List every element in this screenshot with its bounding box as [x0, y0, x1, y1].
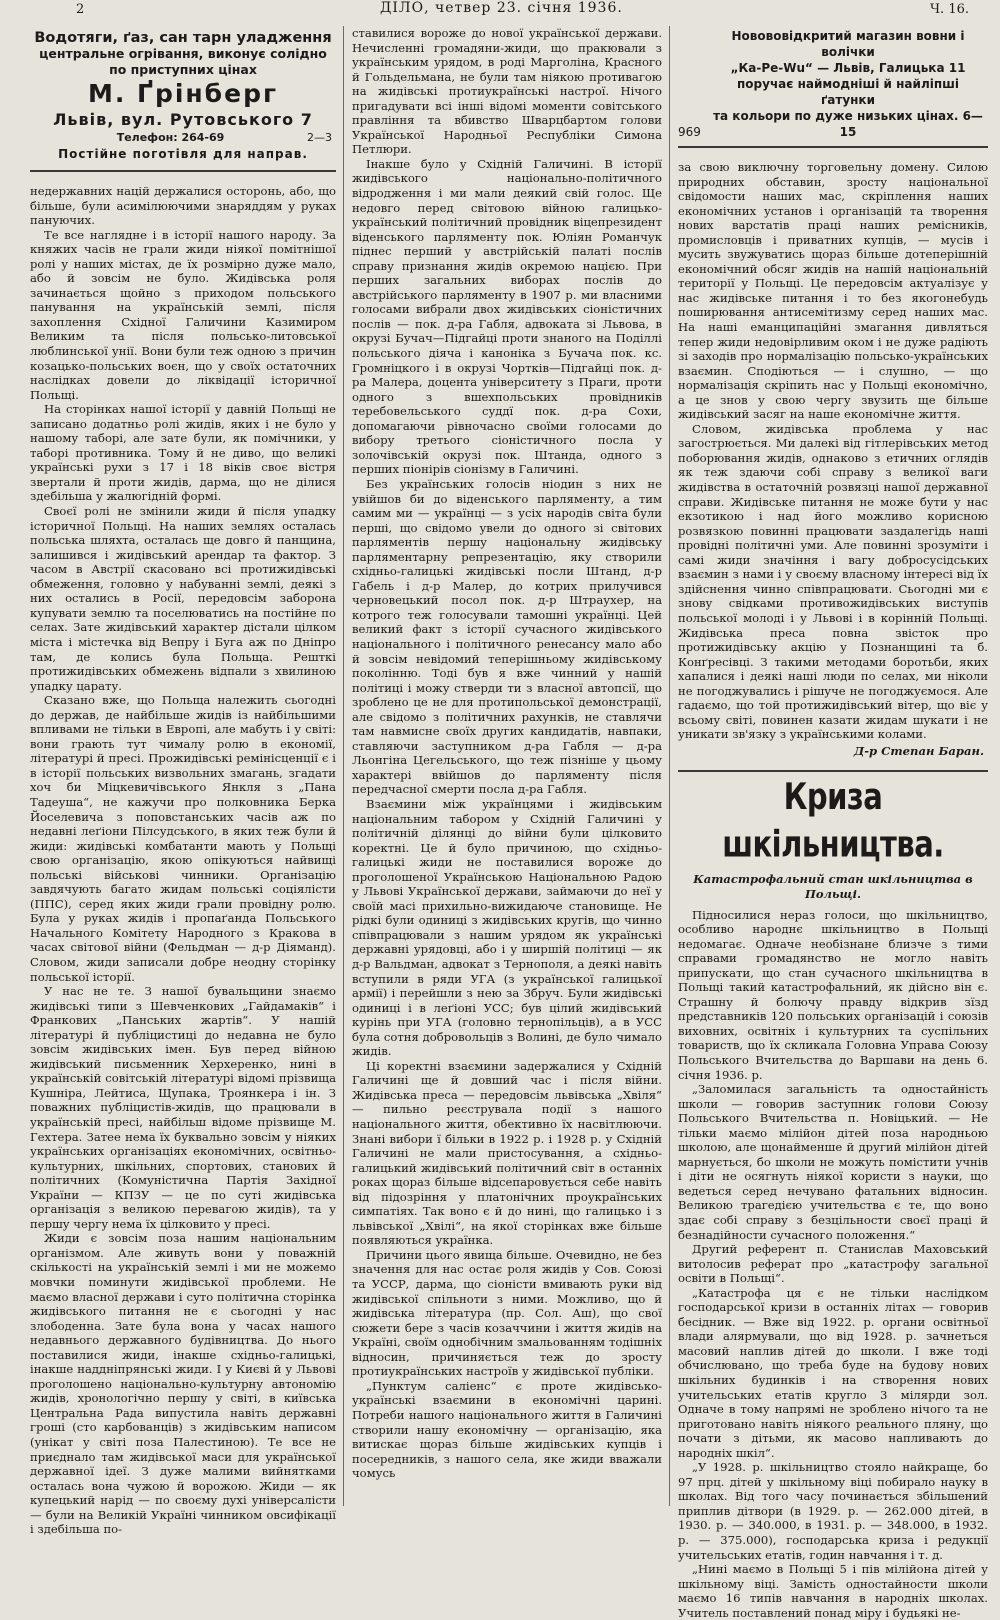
article-paragraph: ставилися вороже до нової української держави. Нечисленні громадяни-жиди, що пракювали з українським урядом, в роді Марголіна, Красного й Гольдельмана, не були там ніякою противагою на жидівські протиукраїнські настрої. Нічого пригадувати всі інші відомі моменти совітського правління та вбивство Шварцбартом голови Української Народньої Республіки Симона Петлюри.	[352, 26, 662, 157]
page-header	[0, 0, 1000, 22]
article-paragraph: за свою виключну торговельну домену. Силою природних обставин, зросту національної свідомости наших мас, скріплення наших економічних установ і організацій та творення нових варстатів праці наших ремісників, промисловців і приватних купців, — мусів і мусить звужуватись щораз більше дотеперішній економічний обсяг жидів на нашій національній території у Польщі. Це передовсім актуалізує у нас жидівське питання і то без якогонебудь поширювання антисемітизму серед наших мас. На наші еманципаційні змагання дивляться тепер жиди недовірливим оком і не дуже радіють зі заходів про нормалізацію польсько-українських взаємин. Сподіються — і слушно, — що нормалізація скріпить нас у Польщі економічно, а це знов у свою чергу звузить ще більше жидівський засяг на наше економічне життя.	[678, 160, 988, 422]
advertisement-grinberg	[30, 26, 336, 172]
page-number: 2	[76, 2, 85, 17]
article-paragraph: недержавних націй держалися осторонь, або, що більше, були асимілюючими знаряддям у руках пануючих.	[30, 184, 336, 228]
article-paragraph: Словом, жидівська проблема у нас загострюється. Ми далекі від гітлерівських метод поборювання жидів, однаково з етичних оглядів як теж здаючи собі справу з великої ваги жидівства в остаточній розвязці нашої державної справи. Жидівське питання не може бути у нас екзотикою і над його можливо корисною розвязкою повинні працювати заздалегідь наші провідні політичні уми. Але повинні зрозуміти і самі жиди значіння і вагу добросусідських взаємин з нами і у своєму власному інтересі від їх здійснення чинно співпрацювати. Сьогодні ми є знову свідками противожидівських виступів польської молоді і у Львові і в корінній Польщі. Жидівська преса повна звісток про протижидівську акцію у Познанщині та б. Конґресівці. З такими методами боротьби, яких хапалися і деякі наші люди по селах, ми ніколи не погоджувались і рішуче не погоджуємося. Але гадаємо, що той протижидівський вітер, що віє у всьому світі, повинен казати жидам шукати і не уникати зв'язку з українськими колами.	[678, 421, 988, 742]
issue-number: Ч. 16.	[930, 2, 969, 17]
article-paragraph: „Нині маємо в Польщі 5 і пів мілійона дітей у шкільному віці. Замість одностайности школи маємо 16 типів навчання в народніх школах. Учитель поставлений понад міру і будьякі не-	[678, 1562, 988, 1620]
article-paragraph: Причини цього явища більше. Очевидно, не без значення для нас остає роля жидів у Сов. Союзі та УССР, дарма, що сіоністи вмивають руки від жидівської спільноти з ними. Можливо, що й жидівська література (пр. Сол. Аш), що свої сюжети бере з часів козаччини і життя жидів на Україні, своїм однобічним змальованням тодішніх відносин, причиняється теж до зросту протиукраїнських настроїв у жидівської публіки.	[352, 1247, 662, 1379]
ad-note: Постійне поготівля для направ.	[58, 147, 308, 161]
ad-line: центральне огрівання, виконує солідно	[39, 46, 327, 61]
article-paragraph: Те все наглядне і в історії нашого народу. За княжих часів не грали жиди ніякої помітнішої ролі у наших містах, де їх розмірно дуже мало, або й зовсім не було. Жидівська роля зачинається щойно з приходом польського панування на українській землі, після захоплення Східної Галичини Казимиром Великим та після польсько-литовської люблинської унії. Вони були теж одною з причин козацько-польських воєн, що у своїх остаточних наслідках довели до ліквідації історичної Польщі.	[30, 227, 336, 402]
column-2	[352, 26, 662, 1508]
article-paragraph: Інакше було у Східній Галичині. В історії жидівського національно-політичного відродження і ми мали деякий свій голос. Ще недовго перед світовою війною галицько-український політичний провідник віцепрезидент віденського парляменту пок. Юліян Романчук піднес перший у австрійській палаті послів справу признання жидів окремою нацією. При перших загальних виборах послів до австрійського парляменту в 1907 р. ми власними голосами вибрали двох жидівських сіоністичних послів — пок. д-ра Габля, адвоката зі Львова, в окрузі Бучач—Підгайці проти знаного на Поділлі польського діяча і каноніка з Бучача пок. кс. Громніцкого і в окрузі Чортків—Підгайці пок. д-ра Малера, доцента університету з Праги, проти одного з вшехпольських провідників теребовельського суддї пок. д-ра Сохи, допомагаючи рівночасно своїми голосами до вибору третього сіоністичного посла у золочівській окрузі пок. Штанда, одного з перших піонірів сіонізму в Галичині.	[352, 156, 662, 477]
article-paragraph: „Заломилася загальність та одностайність школи — говорив заступник голови Союзу Польського Вчительства п. Новіцький. — Не тільки маємо мілійон дітей поза народньою школою, але щонайменше й другий мілійон дітей марнується, бо школи не можуть помістити учнів і діти не осягнуть ніякої користи з науки, що ведеться серед нечувано фатальних відносин. Великою трагедією учительства є те, що воно здає собі справу з безцільности своєї праці й безнадійности сучасного положення.“	[678, 1082, 988, 1242]
article-paragraph: У нас не те. З нашої бувальщини знаємо жидівські типи з Шевченкових „Гайдамаків“ і Франкових „Панських жартів“. У нашій літературі й публіцистиці до недавна не було зовсім жидівських імен. Був перед війною жидівський письменник Херхеренко, нині в українській совітській літературі відомі прізвища Кушніра, Лейтиса, Щупака, Троянкера і ін. З поважних публіцистів-жидів, що працювали в українській пресі, найбільш відоме прізвище М. Гехтера. Затее нема їх буквально зовсім у ніяких українських організаціях економічних, освітньо-культурних, шкільних, спортових, станових й політичних (Комуністична Партія Західної України — КПЗУ — це по суті жидівська організація з великою перевагою жидів), та у першу чергу нема їх цілковито у пресі.	[30, 984, 336, 1231]
column-rule	[669, 26, 670, 1506]
column-1	[30, 26, 336, 1537]
column-3	[678, 26, 988, 1620]
article-paragraph: Жиди є зовсім поза нашим національним організмом. Але живуть вони у поважній скількості на українській землі і ми не можемо мовчки поминути жидівської проблеми. Не маємо власної держави і суто політична сторінка жидівського питання не є сьогодні у нас злободенна. Зате була вона у часах нашого недавнього державного будівництва. До нього поставилися жиди, інакше східньо-галицькі, інакше наддніпрянські жиди. І у Києві й у Львові проголошено національно-культурну автономію жидів, хронологічно першу у світі, в київська Центральна Рада випустила навіть державні гроші (сто карбованців) з жидівським написом (унікат у світі поза Палестиною). Те все не приєднало там жидівської маси для української державної ідеї. З дуже малими вийнятками осталась вона чужою й ворожою. Жиди — як купецький нарід — по своєму духі універсалісти — були на Великій Україні чинником овсифікації і здебільша по-	[30, 1231, 336, 1537]
article-paragraph: „Пунктум саліенс“ є проте жидівсько-українські взаємини в економічні царині. Потреби нашого національного життя в Галичині створили нашу економічну — організацію, яка витискає щораз більше жидівських купців і посередників, з нашого села, яке жиди вважали чомусь	[352, 1378, 662, 1481]
ad-address: Львів, вул. Рутовського 7	[53, 110, 313, 129]
ad-company-name: М. Ґрінберг	[87, 79, 279, 108]
article-subheadline: Катастрофальний стан шкільництва в Польщі.	[693, 872, 973, 901]
article-paragraph: Сказано вже, що Польща належить сьогодні до держав, де найбільше жидів із найбільшими впливами не тільки в Европі, але мабуть і у світі: вони грають тут чималу ролю в економії, літературі й пресі. Прожидівські ремінісценції є і в історії польських визвольних змагань, згадати хоч би Міцкевичівського Янкля з „Пана Тадеуша“, не кажучи про полковника Берка Йоселевича з поповстанських часів аж по недавні леґіони Пілсудського, в яких теж були й жиди: жидівські комбатанти мають у Польщі свою організацію, якою опікуються найвищі польські військові чинники. Організацію завдячують багато жидам польські соціялісти (ППС), серед яких жиди грали провідну ролю. Була у руках жидів і пропаґанда Польського Начального Комітету Народного з Кракова в часах світової війни (Фельдман — д-р Діяманд). Словом, жиди записали добре неодну сторінку польської історії.	[30, 693, 336, 984]
article-paragraph: Без українських голосів ніодин з них не увійшов би до віденського парляменту, а тим самим ми — українці — з усіх народів світа були перші, що свідомо увели до одного зі світових парляментів першу національну жидівську парляментарну репрезентацію, яку створили східньо-галицькі жидівські посли Штанд, д-р Габель і д-р Малер, до котрих прилучився черновецький посол пок. д-р Штраухер, на котрого теж голосували тамошні українці. Цей великий факт з історії сучасного жидівського національного і політичного ренесансу мало або й зовсім невідомий теперішньому жидівському поколінню. Тоді був я вже чинний у нашій політиці і можу стверди ти з власної автопсії, що зроблено це не для протипольської демонстрації, але свідомо з політичних рахунків, не ставлячи там навмисне своїх других кандидатів, навпаки, ставляючи заступником д-ра Габля — д-ра Льонгіна Цегельського, що теж пізніше у цьому характері ввійшов до парляменту після передчасної смерти посла д-ра Габля.	[352, 476, 662, 797]
newspaper-title: ДІЛО, четвер 23. січня 1936.	[380, 0, 623, 16]
article-paragraph: Взаємини між українцями і жидівським національним табором у Східній Галичині у політичній ділянці до війни були цілковито коректні. Це й було причиною, що східньо-галицькі жиди не поставилися вороже до проголошеної Українською Національною Радою у Львові Української держави, займаючи до неї у своїй масі прихильно-вижидаюче становище. Не рідкі були одиниці з жидівських кругів, що чинно співпрацювали з нашим урядом як українські державні урядовці, або і у ширшій політиці — як д-р Вальдман, адвокат з Тернополя, а деякі навіть вступили в ряди УГА (з української галицької армії) і перейшли з нею за Збруч. Були жидівські одиниці і в леґіоні УСС; був цілий жидівський курінь при УГА (головно тернопільців), а в УСС була сотня добровольців з Волині, де було чимало жидів.	[352, 796, 662, 1059]
article-paragraph: Ці коректні взаємини задержалися у Східній Галичині ще й довший час і після війни. Жидівська преса — передовсім львівська „Хвіля“ — пильно реєструвала події з нашого національного життя, обективно їх насвітлюючи. Знані вибори ї більки в 1922 р. і 1928 р. у Східній Галичині не мали пристосування, а східньо-галицький жидівський політичний світ в останніх роках щораз більше відсепаровується себе навіть від підозріння у платонічних проукраїнських симпатіях. Так воно є й до нині, що галицько і з львівської „Хвілі“, на якої сторінках вже більше появляються українка.	[352, 1058, 662, 1248]
article-paragraph: Підносилися нераз голоси, що шкільництво, особливо народнє шкільництво в Польщі недомагає. Одначе необізнане близче з тими справами громадянство не могло навіть припускати, що стан сучасного шкільництва в Польщі такий катастрофальний, як дійсно він є. Страшну й болючу правду відкрив зїзд представників 120 польських організацій і союзів виховних, освітніх і культурних та суспільних товариств, що їх скликала Головна Управа Союзу Польського Вчительства до Варшави на день 6. січня 1936. р.	[678, 907, 988, 1082]
article-paragraph: На сторінках нашої історії у давній Польщі не записано додатньо ролі жидів, яких і не було у нашому таборі, але зате були, як помічники, у таборі противника. Тому й не диво, що великі українські рухи з 17 і 18 віків своє вістря звертали й проти жидів, дарма, що не ділися здебільша у жалюгідній формі.	[30, 402, 336, 504]
ad-code: 2—3	[307, 131, 332, 144]
ad-phone: Телефон: 264-69	[116, 131, 225, 144]
ad-line: по приступних цінах	[109, 62, 257, 77]
ad-line: та кольори по дуже низьких цінах. 6—15	[713, 109, 983, 139]
ad-line: поручає наймодніші й найліпші ґатунки	[737, 77, 959, 107]
advertisement-karewu	[678, 26, 988, 148]
article-paragraph: „Катастрофа ця є не тільки наслідком господарської кризи в останніх літах — говорив бесідник. — Вже від 1922. р. органи освітньої влади алярмували, що від 1928. р. зачнеться масовий наплив дітей до школи. І вже тоді обчислювано, що треба буде на будову нових шкільних будинків і на створення нових учительських етатів круглo 3 мілярди зол. Одначе в тому напрямі не зроблено нічого та не приготовано навіть ніякого реального пляну, що почати з дітьми, як масово напливають до народніх шкіл“.	[678, 1285, 988, 1460]
ad-line: Водотяги, ґаз, сан тарн уладження	[34, 30, 332, 46]
article-paragraph: Своєї ролі не змінили жиди й після упадку історичної Польщі. На наших землях осталась польська шляхта, осталась ще довго й панщина, залишився і жидівський арендар та фактор. З часом в Австрії скасовано всі протижидівські обмеження, головно у набуванні землі, деякі з них остались в Росії, передовсім заборона купувати землю та поселюватись на постійне по селах. Зате жидівський характер дістали цілком міста і містечка від Вепру і Буга аж по Дніпро там, де колись була Польща. Решткі протижидівських обмежень відпали з хвилиною упадку царату.	[30, 504, 336, 693]
ad-line: Новововідкритий магазин вовни і волічки	[731, 29, 965, 59]
ad-line: „Ка-Ре-Wu“ — Львів, Галицька 11	[730, 61, 966, 75]
article-headline: Криза шкільництва.	[722, 775, 944, 866]
ad-number: 969	[678, 125, 701, 139]
article-paragraph: Другий референт п. Станислав Маховський витолосив реферат про „катастрофу загальної освіти в Польщі“.	[678, 1242, 988, 1286]
column-rule	[343, 26, 344, 1506]
article-signature: Д-р Степан Баран.	[853, 743, 984, 758]
article-paragraph: „У 1928. р. шкільництво стояло найкраще, бо 97 прц. дітей у шкільному віці побирало науку в школах. Від того часу починається збільшений приплив дітвори (в 1929. р. — 262.000 дітей, в 1930. р. — 340.000, в 1931. р. — 348.000, в 1932. р. — 375.000), господарська криза і редукції учительських етатів, годин навчання і т. д.	[678, 1460, 988, 1562]
